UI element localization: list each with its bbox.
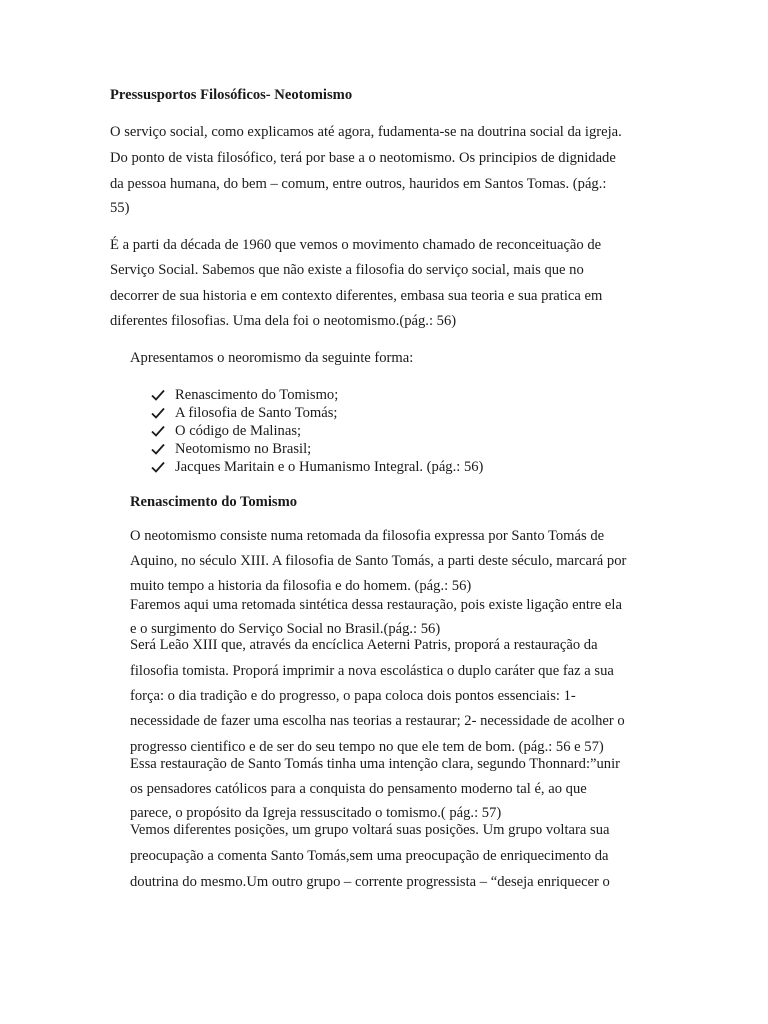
paragraph-line: Faremos aqui uma retomada sintética dessa restauração, pois existe ligação entre ela: [130, 597, 622, 613]
paragraph-line: Aquino, no século XIII. A filosofia de Santo Tomás, a parti deste século, marcará por: [130, 553, 627, 569]
paragraph-line: doutrina do mesmo.Um outro grupo – corrente progressista – “deseja enriquecer o: [130, 874, 610, 890]
paragraph-line: É a parti da década de 1960 que vemos o movimento chamado de reconceituação de: [110, 237, 602, 253]
paragraph-line: decorrer de sua historia e em contexto diferentes, embasa sua teoria e sua pratica em: [110, 288, 603, 304]
list-item: Jacques Maritain e o Humanismo Integral. (pág.: 56): [175, 459, 484, 475]
check-icon: [151, 425, 165, 437]
list-intro: Apresentamos o neoromismo da seguinte forma:: [130, 350, 414, 366]
paragraph-line: Essa restauração de Santo Tomás tinha uma intenção clara, segundo Thonnard:”unir: [130, 756, 621, 772]
paragraph-line: diferentes filosofias. Uma dela foi o neotomismo.(pág.: 56): [110, 313, 457, 329]
paragraph-line: os pensadores católicos para a conquista do pensamento moderno tal é, ao que: [130, 781, 587, 797]
paragraph-line: Será Leão XIII que, através da encíclica Aeterni Patris, proporá a restauração da: [130, 637, 598, 653]
paragraph-line: muito tempo a historia da filosofia e do homem. (pág.: 56): [130, 578, 472, 594]
paragraph-line: O neotomismo consiste numa retomada da filosofia expressa por Santo Tomás de: [130, 528, 605, 544]
paragraph-line: O serviço social, como explicamos até agora, fudamenta-se na doutrina social da igreja.: [110, 124, 622, 140]
paragraph-line: progresso cientifico e de ser do seu tempo no que ele tem de bom. (pág.: 56 e 57): [130, 739, 604, 755]
list-item: O código de Malinas;: [175, 423, 302, 439]
paragraph-line: Do ponto de vista filosófico, terá por base a o neotomismo. Os principios de dignidade: [110, 150, 616, 166]
check-icon: [151, 389, 165, 401]
paragraph-line: preocupação a comenta Santo Tomás,sem uma preocupação de enriquecimento da: [130, 848, 609, 864]
paragraph-line: Serviço Social. Sabemos que não existe a filosofia do serviço social, mais que no: [110, 262, 584, 278]
paragraph-line: Vemos diferentes posições, um grupo voltará suas posições. Um grupo voltara sua: [130, 822, 610, 838]
check-icon: [151, 407, 165, 419]
paragraph-line: e o surgimento do Serviço Social no Brasil.(pág.: 56): [130, 621, 441, 637]
list-item: Neotomismo no Brasil;: [175, 441, 312, 457]
paragraph-line: necessidade de fazer uma escolha nas teorias a restaurar; 2- necessidade de acolher o: [130, 713, 625, 729]
paragraph-line: força: o dia tradição e do progresso, o papa coloca dois pontos essenciais: 1-: [130, 688, 576, 704]
check-icon: [151, 443, 165, 455]
paragraph-line: da pessoa humana, do bem – comum, entre outros, hauridos em Santos Tomas. (pág.:: [110, 176, 607, 192]
list-item: Renascimento do Tomismo;: [175, 387, 339, 403]
list-item: A filosofia de Santo Tomás;: [175, 405, 338, 421]
section-title: Pressusportos Filosóficos- Neotomismo: [110, 87, 353, 103]
section-title: Renascimento do Tomismo: [130, 494, 298, 510]
check-icon: [151, 461, 165, 473]
paragraph-line: parece, o propósito da Igreja ressuscitado o tomismo.( pág.: 57): [130, 805, 502, 821]
paragraph-line: filosofia tomista. Proporá imprimir a nova escolástica o duplo caráter que faz a sua: [130, 663, 614, 679]
paragraph-line: 55): [110, 200, 130, 216]
